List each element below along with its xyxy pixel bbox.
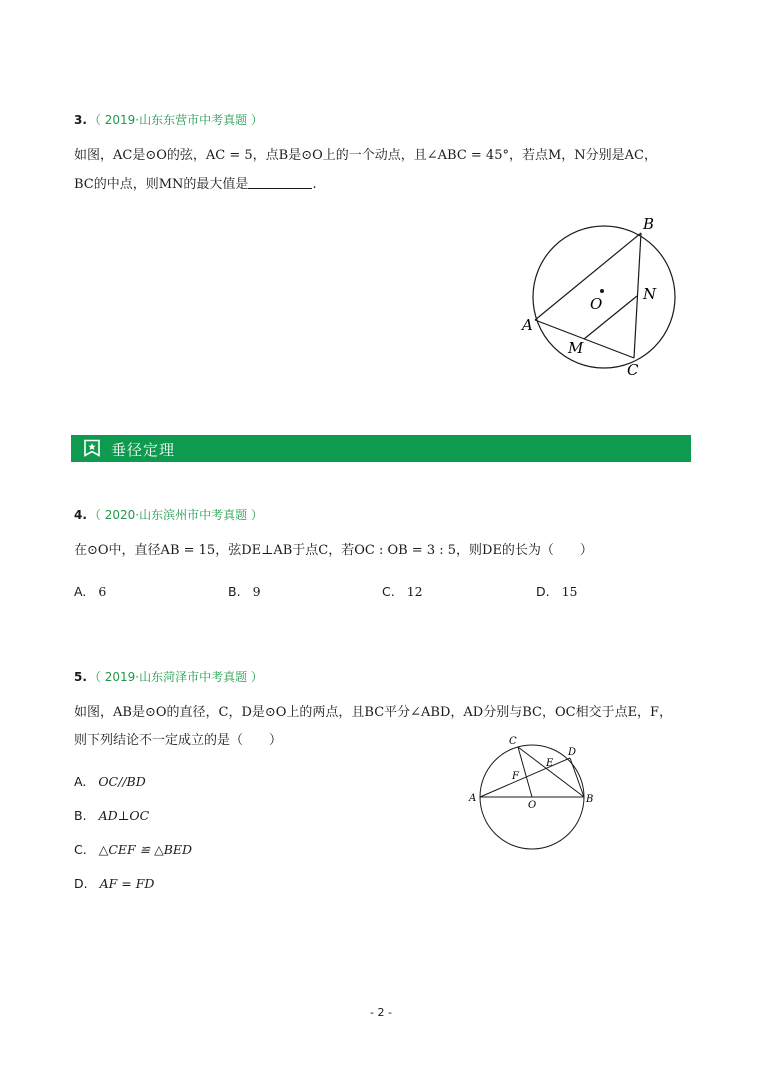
q3-source: （ 2019·山东东营市中考真题 ） xyxy=(88,113,263,127)
q3-segment-bc xyxy=(634,233,641,358)
q3-number: 3. xyxy=(74,113,87,127)
q3-label-a: A xyxy=(522,316,533,334)
q5-label-f: F xyxy=(512,771,519,782)
q5-segment-ad xyxy=(480,758,570,797)
page-number: - 2 - xyxy=(370,1006,392,1019)
q5-option-a-text: OC//BD xyxy=(98,774,146,789)
q5-option-c-label: C. xyxy=(74,842,87,857)
q3-label-c: C xyxy=(627,361,639,379)
q5-option-b-text: AD⊥OC xyxy=(98,808,150,823)
q3-header xyxy=(74,111,263,128)
section-title: 垂径定理 xyxy=(111,441,176,459)
q4-option-b[interactable] xyxy=(228,584,261,599)
q5-stem-line1: 如图，AB是⊙O的直径，C，D是⊙O上的两点，且BC平分∠ABD，AD分别与BC，OC相交于点E，F， xyxy=(74,705,673,720)
q5-label-e: E xyxy=(546,758,554,769)
q3-label-b: B xyxy=(643,215,655,233)
q3-stem-line2-end: . xyxy=(312,177,317,192)
q5-option-d-text: AF = FD xyxy=(99,876,155,891)
q5-option-a[interactable] xyxy=(74,774,146,789)
q4-option-b-label: B. xyxy=(228,584,241,599)
section-banner xyxy=(71,435,691,462)
q5-header xyxy=(74,668,263,685)
q5-source: （ 2019·山东菏泽市中考真题 ） xyxy=(88,670,263,684)
q5-stem-line2: 则下列结论不一定成立的是（ ） xyxy=(74,733,283,748)
q5-label-o: O xyxy=(528,800,537,811)
q4-option-d[interactable] xyxy=(536,584,578,599)
q3-stem-line2-text: BC的中点，则MN的最大值是 xyxy=(74,177,249,192)
q3-center-dot xyxy=(600,289,604,293)
q3-segment-ab xyxy=(535,233,641,320)
q5-number: 5. xyxy=(74,670,87,684)
q4-option-d-label: D. xyxy=(536,584,550,599)
q5-option-d[interactable] xyxy=(74,876,154,891)
q4-option-c-label: C. xyxy=(382,584,395,599)
q5-figure xyxy=(462,730,602,855)
q4-option-c[interactable] xyxy=(382,584,423,599)
q5-label-b: B xyxy=(586,794,594,805)
q5-option-d-label: D. xyxy=(74,876,88,891)
q5-label-d: D xyxy=(568,747,577,758)
q5-option-c-text: △CEF ≌ △BED xyxy=(98,842,193,857)
q4-source: （ 2020·山东滨州市中考真题 ） xyxy=(88,508,263,522)
q5-option-b[interactable] xyxy=(74,808,149,823)
q5-label-c: C xyxy=(509,736,517,747)
q4-number: 4. xyxy=(74,508,87,522)
q3-label-m: M xyxy=(568,339,584,357)
q4-option-a[interactable] xyxy=(74,584,106,599)
q5-label-a: A xyxy=(469,793,477,804)
q3-label-o: O xyxy=(590,295,603,313)
q4-option-a-label: A. xyxy=(74,584,87,599)
q3-answer-blank xyxy=(248,176,312,189)
q4-option-d-text: 15 xyxy=(561,584,578,599)
bookmark-star-icon xyxy=(83,439,101,457)
q3-label-n: N xyxy=(643,285,657,303)
q3-stem-line2 xyxy=(74,176,317,194)
q4-header xyxy=(74,506,263,523)
q5-option-b-label: B. xyxy=(74,808,87,823)
q4-option-b-text: 9 xyxy=(252,584,261,599)
q3-stem-line1: 如图，AC是⊙O的弦，AC = 5，点B是⊙O上的一个动点，且∠ABC = 45°，若点M，N分别是AC， xyxy=(74,148,657,163)
q4-stem: 在⊙O中，直径AB = 15，弦DE⊥AB于点C，若OC : OB = 3 : 5，则DE的长为（ ） xyxy=(74,543,593,558)
q5-segment-co xyxy=(518,747,532,797)
q5-option-a-label: A. xyxy=(74,774,87,789)
q3-figure xyxy=(510,205,700,385)
q4-option-c-text: 12 xyxy=(406,584,423,599)
q5-option-c[interactable] xyxy=(74,842,192,857)
q4-option-a-text: 6 xyxy=(98,584,107,599)
